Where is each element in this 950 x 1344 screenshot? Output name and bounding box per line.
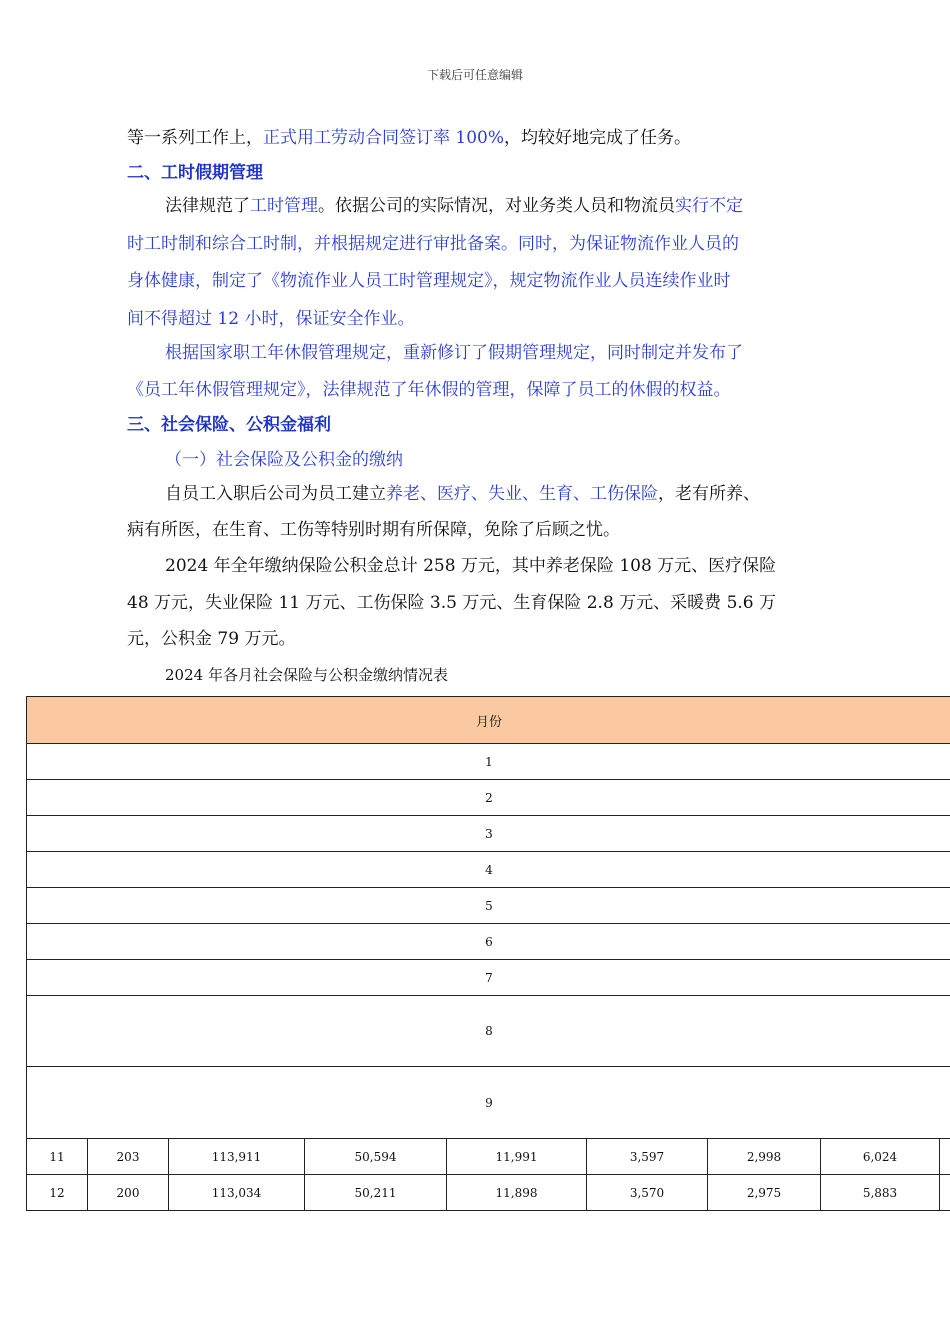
table-cell: 50,594: [305, 1139, 447, 1174]
paragraph-line: 间不得超过 12 小时，保证安全作业。: [127, 309, 415, 329]
table-row: [27, 1067, 950, 1139]
section-heading: 二、工时假期管理: [127, 163, 263, 183]
subsection-heading: （一）社会保险及公积金的缴纳: [165, 450, 403, 470]
table-row: [27, 852, 950, 888]
paragraph-line: 时工时制和综合工时制，并根据规定进行审批备案。同时，为保证物流作业人员的: [127, 234, 739, 254]
table-header-row: [27, 697, 950, 744]
table-cell: 200: [88, 1175, 169, 1210]
paragraph-line: 2024 年全年缴纳保险公积金总计 258 万元，其中养老保险 108 万元、医疗保险: [165, 556, 777, 576]
paragraph-line: [127, 127, 691, 149]
paragraph-line: 48 万元，失业保险 11 万元、工伤保险 3.5 万元、生育保险 2.8 万元、采暖费 5.6 万: [127, 593, 777, 613]
table-cell: 11,898: [447, 1175, 587, 1210]
highlight-span: 工时管理: [250, 196, 318, 216]
table-row: [27, 888, 950, 924]
paragraph-line: [165, 195, 743, 217]
text-span: 等一系列工作上，: [127, 128, 263, 148]
insurance-table: [26, 696, 950, 1211]
table-cell: 11: [27, 1139, 88, 1174]
table-cell: 50,211: [305, 1175, 447, 1210]
table-caption: 2024 年各月社会保险与公积金缴纳情况表: [165, 666, 448, 684]
text-span: 自员工入职后公司为员工建立: [165, 484, 386, 504]
month-cell: 2: [485, 790, 493, 805]
table-cell: 11,991: [447, 1139, 587, 1174]
paragraph-line: 身体健康，制定了《物流作业人员工时管理规定》，规定物流作业人员连续作业时: [127, 271, 731, 291]
month-cell: 1: [485, 754, 493, 769]
table-cell: 5,883: [821, 1175, 940, 1210]
table-cell: 12: [27, 1175, 88, 1210]
month-cell: 9: [485, 1095, 493, 1110]
highlight-span: 正式用工劳动合同签订率 100%: [263, 128, 505, 148]
table-cell: 2,975: [708, 1175, 821, 1210]
text-span: 法律规范了: [165, 196, 250, 216]
table-row: [27, 780, 950, 816]
table-row: [27, 1139, 950, 1175]
table-row: [27, 960, 950, 996]
month-cell: 4: [485, 862, 493, 877]
table-row: [27, 744, 950, 780]
text-span: 。依据公司的实际情况，对业务类人员和物流员: [318, 196, 675, 216]
highlight-span: 养老、医疗、失业、生育、工伤保险: [386, 484, 658, 504]
page-header: 下载后可任意编辑: [426, 68, 523, 82]
table-header-month: 月份: [475, 714, 502, 730]
highlight-span: 实行不定: [675, 196, 743, 216]
paragraph-line: 病有所医，在生育、工伤等特别时期有所保障，免除了后顾之忧。: [127, 520, 620, 540]
month-cell: 7: [485, 970, 493, 985]
table-row: [27, 996, 950, 1067]
paragraph-line: 《员工年休假管理规定》，法律规范了年休假的管理，保障了员工的休假的权益。: [127, 380, 731, 400]
text-span: ，均较好地完成了任务。: [504, 128, 692, 148]
table-row: [27, 924, 950, 960]
month-cell: 5: [485, 898, 493, 913]
table-cell: 3,570: [587, 1175, 708, 1210]
table-cell: 2,998: [708, 1139, 821, 1174]
table-cell: 113,911: [169, 1139, 305, 1174]
table-row: [27, 1175, 950, 1211]
table-cell: 6,024: [821, 1139, 940, 1174]
table-row: [27, 816, 950, 852]
table-cell: 113,034: [169, 1175, 305, 1210]
paragraph-line: 根据国家职工年休假管理规定，重新修订了假期管理规定，同时制定并发布了: [165, 343, 743, 363]
table-cell: 3,597: [587, 1139, 708, 1174]
paragraph-line: 元，公积金 79 万元。: [127, 629, 296, 649]
table-cell: 203: [88, 1139, 169, 1174]
text-span: ，老有所养、: [658, 484, 760, 504]
month-cell: 6: [485, 934, 493, 949]
paragraph-line: [165, 483, 760, 505]
month-cell: 3: [485, 826, 493, 841]
section-heading: 三、社会保险、公积金福利: [127, 415, 331, 435]
month-cell: 8: [485, 1024, 493, 1038]
